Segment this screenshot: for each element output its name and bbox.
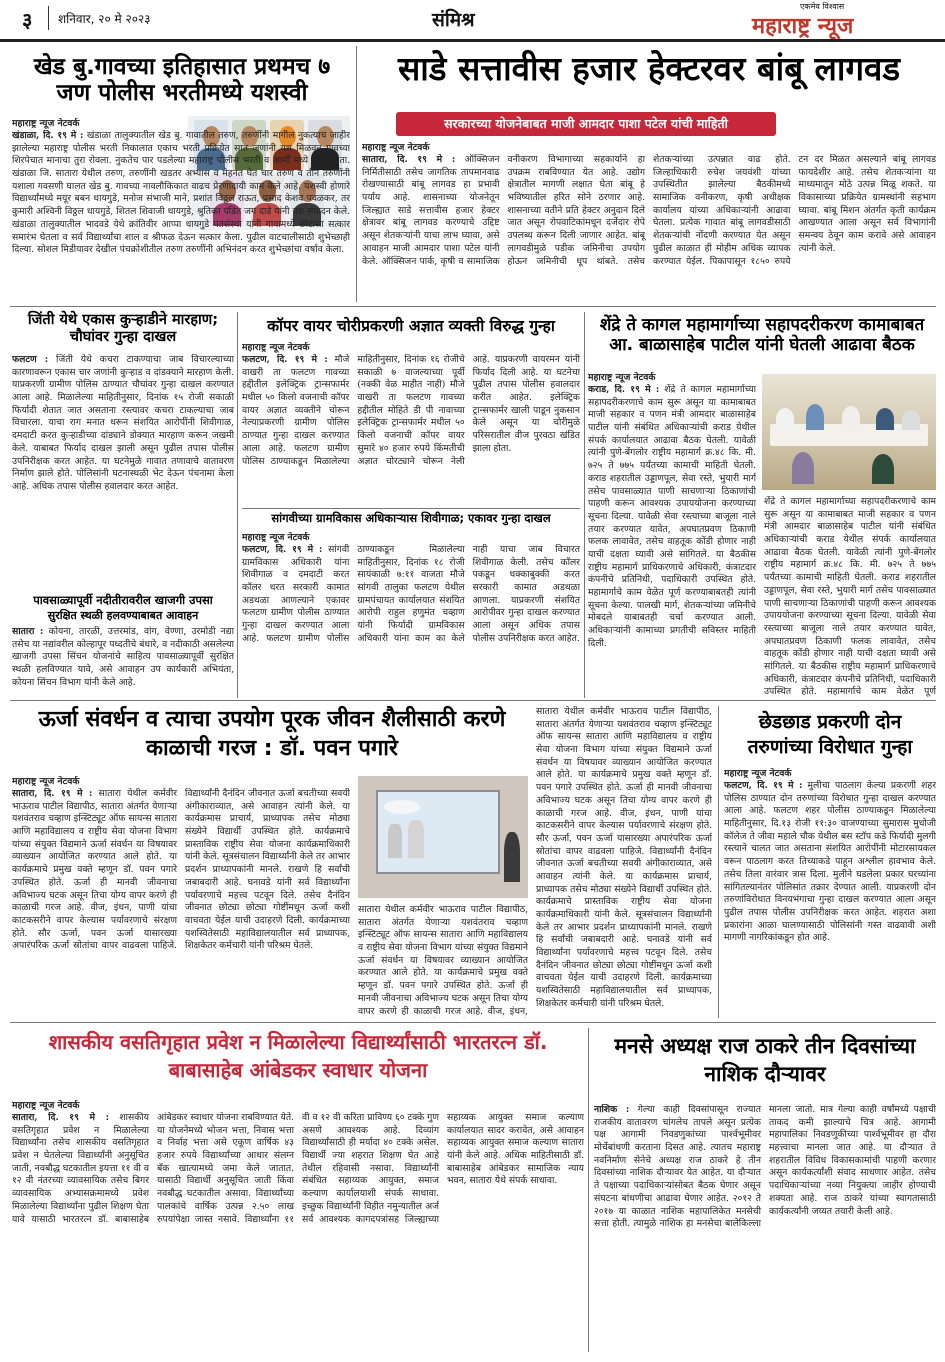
hostel-place: सातारा, दि. १९ मे : xyxy=(12,1112,110,1123)
story-hostel xyxy=(12,1028,584,1352)
column-rule xyxy=(588,1028,589,1352)
page-number: ३ xyxy=(22,8,33,32)
highway-body-right xyxy=(764,496,936,698)
hostel-headline: शासकीय वसतिगृहात प्रवेश न मिळालेल्या विद्यार्थ्यांसाठी भारतरत्न डॉ. बाबासाहेब आंबेडकर स्वाधार योजना xyxy=(48,1030,548,1082)
jinti-body xyxy=(12,354,234,588)
hostel-body xyxy=(12,1112,584,1352)
mns-body xyxy=(594,1104,936,1352)
harass-headline: छेडछाड प्रकरणी दोन तरुणांच्या विरोधात गुन्हा xyxy=(747,711,913,758)
harass-dateline: महाराष्ट्र न्यूज नेटवर्क xyxy=(724,768,792,779)
section-rule xyxy=(10,700,936,701)
khed-headline: खेड बु.गावच्या इतिहासात प्रथमच ७ जण पोलीस भरतीमध्ये यशस्वी xyxy=(33,54,331,107)
khed-text: खंडाळा तालुक्यातील खेड बु. गावातील तरुण, तरुणींनी मागील नुकत्याच जाहीर झालेल्या महाराष्ट्र पोलीस भरती निकालात एकाच भरती प्रक्रियेत सात जणांनी यश मिळवून गावच्या शिरपेचात मानाचा तुरा रोवला. नुकतेच पार पडलेल्या महाराष्ट्र पोलीस भरती व आर्मी मध्ये खेड बु. ता. खंडाळा जि. सातारा येथील तरुण, तरुणींनी खडतर अभ्यास व मेहनत घेत चार तरुण व तीन तरुणींनी यशाला गवसणी घालत खेड बु. गावच्या नावलौकिकात वाढच प्रेरणादायी काम केले आहे. यशस्वी होणारे विद्यार्थ्यांमध्ये मयूर बबन धायगुडे, मनोज संभाजी माने, प्रशांत विठ्ठल राऊत, प्रसाद केशव पवळकर, तर कुमारी अश्विनी विठ्ठल धायगुडे, शितल शिवाजी धायगुडे, श्रुतिका पंडित जग दाडे यांनी यश संपादन केले. खंडाळा तालुक्यातील भादवडे येथे क्रांतिवीर आप्पा धायगुडे पतसंस्था यांनी गावामध्ये छोटासा सत्कार समारंभ घेतला व सर्व विद्यार्थ्यांचा शाल व श्रीफळ देऊन सत्कार केला. पुढील वाटचालीसाठी शुभेच्छाही दिल्या. सोशल मिडीयावर देखील पंचक्रोशीतील तरुण तरुणींनी अभिनंदन करत शुभेच्छांचा वर्षाव केला. xyxy=(12,130,350,256)
khed-body xyxy=(12,130,350,302)
story-harass xyxy=(724,710,936,1018)
jinti-place: फलटण : xyxy=(12,354,49,365)
story-jinti xyxy=(12,312,234,588)
highway-meeting-photo xyxy=(762,374,936,490)
copper-headline: कॉपर वायर चोरीप्रकरणी अज्ञात व्यक्ती विरुद्ध गुन्हा xyxy=(267,317,555,335)
harass-place: फलटण, दि. १९ मे : xyxy=(724,780,803,791)
bamboo-headline: साडे सत्तावीस हजार हेक्टरवर बांबू लागवड xyxy=(397,49,901,88)
highway-headline: शेंद्रे ते कागल महामार्गाच्या सहापदरीकरण कामाबाबत आ. बाळासाहेब पाटील यांनी घेतली आढावा बैठक xyxy=(599,315,925,355)
jinti-headline: जिंती येथे एकास कुऱ्हाडीने मारहाण; चौघांवर गुन्हा दाखल xyxy=(27,312,219,345)
bamboo-subhead xyxy=(396,112,776,136)
copper-body xyxy=(242,354,580,504)
story-khed xyxy=(12,46,352,302)
sangavi-headline: सांगवीच्या ग्रामविकास अधिकाऱ्यास शिवीगाळ; एकावर गुन्हा दाखल xyxy=(271,511,551,525)
story-rule xyxy=(242,508,580,509)
copper-dateline: महाराष्ट्र न्यूज नेटवर्क xyxy=(242,342,310,353)
column-rule xyxy=(237,312,238,698)
harass-text: मुलीचा पाठलाग केल्या प्रकरणी शहर पोलिस ठाण्यात दोन तरुणांच्या विरोधात गुन्हा दाखल करण्यात आला आहे. फलटण शहर पोलीस ठाण्याकडून मिळालेल्या माहितीनुसार, दि.१३ रोजी ११:३० वाजण्याच्या सुमारास मुधोजी कॉलेज ते जीवा महाले चौक येथील बस स्टॉप कडे फिर्यादी मुलगी रस्त्याने चालत जात असताना संशयित आरोपींनी मोटारसायकल वरून पाठलाग करत तिच्याकडे पाहून अश्लील हावभाव केले. तसेच तिला वारंवार त्रास दिला. मुलीने घडलेला प्रकार घरच्यांना सांगितल्यानंतर पोलिसांत तक्रार देण्यात आली. याप्रकरणी दोन तरुणांविरोधात विनयभंगाचा गुन्हा दाखल करण्यात आला असून पुढील तपास पोलीस उपनिरीक्षक करत आहेत. शहरात अशा प्रकारांना आळा घालण्यासाठी पोलिसांनी गस्त वाढवावी अशी मागणी नागरिकांकडून होत आहे. xyxy=(724,780,936,944)
mns-headline: मनसे अध्यक्ष राज ठाकरे तीन दिवसांच्या नाशिक दौऱ्यावर xyxy=(614,1034,916,1087)
river-subhead: सुरक्षित स्थळी हलवण्याबाबत आवाहन xyxy=(47,609,199,622)
bamboo-dateline: महाराष्ट्र न्यूज नेटवर्क xyxy=(362,142,430,153)
sangavi-place: फलटण, दि. १९ मे : xyxy=(242,544,323,555)
river-place: सातारा : xyxy=(12,626,44,637)
harass-body xyxy=(724,780,936,1018)
column-rule xyxy=(356,46,357,302)
mns-place: नाशिक : xyxy=(594,1104,630,1115)
column-rule xyxy=(718,706,719,1018)
energy-text-cont2: सातारा येथील कर्मवीर भाऊराव पाटील विद्यापीठ, सातारा अंतर्गत येणाऱ्या यशवंतराव चव्हाण इन्स्टिट्यूट ऑफ सायन्स सातारा आणि महाविद्यालय व राष्ट्रीय सेवा योजना विभाग यांच्या संयुक्त विद्यमाने ऊर्जा संवर्धन या विषयावर व्याख्यान आयोजित करण्यात आले होते. या कार्यक्रमाचे प्रमुख वक्ते म्हणून डॉ. पवन पगारे उपस्थित होते. ऊर्जा ही मानवी जीवनाचा अविभाज्य घटक असून तिचा योग्य वापर करणे ही काळाची गरज आहे. वीज, इंधन, पाणी यांचा काटकसरीने वापर केल्यास पर्यावरणाचे संरक्षण होते. सौर ऊर्जा, पवन ऊर्जा यासारख्या अपारंपरिक ऊर्जा स्रोतांचा वापर वाढवला पाहिजे. विद्यार्थ्यांनी दैनंदिन जीवनात ऊर्जा बचतीच्या सवयी अंगीकाराव्यात, असे आवाहन त्यांनी केले. या कार्यक्रमास प्राचार्य, प्राध्यापक तसेच मोठ्या संख्येने विद्यार्थी उपस्थित होते. कार्यक्रमाचे प्रास्ताविक राष्ट्रीय सेवा योजना कार्यक्रमाधिकारी यांनी केले. सूत्रसंचालन विद्यार्थ्यांनी केले तर आभार प्रदर्शन प्राध्यापकांनी मानले. राखणे हि सर्वांची जबाबदारी आहे. घनावडे यांनी सर्व विद्यार्थ्यांना पर्यावरणाचे महत्त्व पटवून दिले. तसेच दैनंदिन जीवनात छोट्या छोट्या गोष्टींमधून ऊर्जा कशी वाचवता येईल याची उदाहरणे दिली. कार्यक्रमाच्या यशस्वितेसाठी महाविद्यालयातील सर्व प्राध्यापक, शिक्षकेतर कर्मचारी यांनी परिश्रम घेतले. xyxy=(536,706,712,1009)
bamboo-body xyxy=(362,154,936,302)
copper-text: मौजे वाखरी ता फलटण गावच्या हद्दीतील इलेक्ट्रिक ट्रान्सफार्मर मधील ५० किलो वजनाची कॉपर वायर अज्ञात व्यक्तीने चोरून नेल्याप्रकरणी ग्रामीण पोलिस ठाण्यात गुन्हा दाखल करण्यात आला आहे. फलटण ग्रामीण पोलिस ठाण्याकडून मिळालेल्या माहितीनुसार, दिनांक १६ रोजीचे सकाळी ७ वाजल्याच्या पूर्वी (नक्की वेळ माहीत नाही) मौजे वाखरी ता फलटण गावच्या हद्दीतील मोहिते डी पी नावाच्या इलेक्ट्रिक ट्रान्सफार्मर मधील ५० किलो वजनाची कॉपर वायर सुमारे ४० हजार रुपये किंमतीची अज्ञात चोरट्याने चोरून नेली आहे. याप्रकरणी वायरमन यांनी फिर्याद दिली आहे. या घटनेचा पुढील तपास पोलीस हवालदार करीत आहेत. इलेक्ट्रिक ट्रान्सफार्मर खाली पाडून नुकसान केले असून या चोरीमुळे परिसरातील वीज पुरवठा खंडित झाला होता. xyxy=(242,354,580,467)
khed-dateline: महाराष्ट्र न्यूज नेटवर्क xyxy=(12,118,80,129)
section-rule xyxy=(10,306,936,307)
highway-dateline: महाराष्ट्र न्यूज नेटवर्क xyxy=(588,372,656,383)
river-headline: पावसाळ्यापूर्वी नदीतीरावरील खाजगी उपसा xyxy=(33,593,213,607)
story-mns xyxy=(594,1032,936,1352)
sangavi-body xyxy=(242,544,580,698)
energy-text-cont: सातारा येथील कर्मवीर भाऊराव पाटील विद्यापीठ, सातारा अंतर्गत येणाऱ्या यशवंतराव चव्हाण इन्स्टिट्यूट ऑफ सायन्स सातारा आणि महाविद्यालय व राष्ट्रीय सेवा योजना विभाग यांच्या संयुक्त विद्यमाने ऊर्जा संवर्धन या विषयावर व्याख्यान आयोजित करण्यात आले होते. या कार्यक्रमाचे प्रमुख वक्ते म्हणून डॉ. पवन पगारे उपस्थित होते. ऊर्जा ही मानवी जीवनाचा अविभाज्य घटक असून तिचा योग्य वापर करणे ही काळाची गरज आहे. वीज, इंधन, xyxy=(358,904,528,1017)
brand-tagline: एकमेव विश्वास xyxy=(800,2,845,11)
column-rule xyxy=(584,312,585,698)
bamboo-subhead-text: सरकारच्या योजनेबाबत माजी आमदार पाशा पटेल यांची माहिती xyxy=(444,116,728,131)
bamboo-text: ऑक्सिजन निर्मितीसाठी तसेच जागतिक तापमानवाढ रोखण्यासाठी बांबू लागवड हा प्रभावी पर्याय आहे. शासनाच्या योजनेतून जिल्ह्यात साडे सत्तावीस हजार हेक्टर क्षेत्रावर बांबू लागवड करण्याचे उद्दिष्ट असून शेतकऱ्यांनी याचा लाभ घ्यावा, असे आवाहन माजी आमदार पाशा पटेल यांनी केले. ऑक्सिजन पार्क, कृषी व सामाजिक वनीकरण विभागाच्या सहकार्याने हा उपक्रम राबविण्यात येत आहे. उद्योग क्षेत्रातील मागणी लक्षात घेता बांबू हे भविष्यातील हरित सोने ठरणार आहे. शासनाच्या वतीने प्रति हेक्टर अनुदान दिले जात असून रोपवाटिकांमधून दर्जेदार रोपे उपलब्ध करून दिली जाणार आहेत. बांबू लागवडीमुळे पडीक जमिनीचा उपयोग होऊन जमिनीची धूप थांबते. तसेच शेतकऱ्यांच्या उत्पन्नात वाढ होते. जिल्हाधिकारी रुचेश जयवंशी यांच्या उपस्थितीत झालेल्या बैठकीमध्ये सामाजिक वनीकरण, कृषी अधीक्षक कार्यालय यांच्या अधिकाऱ्यांनी आढावा घेतला. प्रत्येक गावात बांबू लागवडीसाठी शेतकऱ्यांची नोंदणी करण्यात येत असून पुढील काळात ही मोहीम अधिक व्यापक करण्यात येईल. पिकापासून १८५० रुपये टन दर मिळत असल्याने बांबू लागवड फायदेशीर आहे. तसेच शेतकऱ्यांना या माध्यमातून मोठे उत्पन्न मिळू शकते. या विकासाच्या प्रक्रियेत ग्रामस्थांनी सहभाग घ्यावा. बांबू मिशन अंतर्गत कृती कार्यक्रम आखण्यात आला असून सर्व विभागांनी समन्वय ठेवून काम करावे असे आवाहन त्यांनी केले. xyxy=(362,154,936,267)
highway-body-left xyxy=(588,384,756,698)
copper-place: फलटण, दि. १९ मे : xyxy=(242,354,328,365)
story-highway xyxy=(588,316,936,698)
story-copper xyxy=(242,318,580,504)
energy-place: सातारा, दि. १९ मे : xyxy=(12,788,93,799)
mns-text: गेल्या काही दिवसांपासून राज्यात राजकीय वातावरण चांगलेच तापले असून प्रत्येक पक्ष आगामी निवडणुकांच्या पार्श्वभूमीवर मोर्चेबांधणी करताना दिसत आहे. त्यातच महाराष्ट्र नवनिर्माण सेनेचे अध्यक्ष राज ठाकरे हे तीन दिवसांच्या नाशिक दौऱ्यावर येत आहेत. या दौऱ्यात ते पक्षाच्या पदाधिकाऱ्यांसोबत बैठक घेणार असून संघटना बांधणीचा आढावा घेणार आहेत. २०१२ ते २०१७ या काळात नाशिक महापालिकेत मनसेची सत्ता होती. त्यामुळे नाशिक हा मनसेचा बालेकिल्ला मानला जातो. मात्र गेल्या काही वर्षांमध्ये पक्षाची ताकद कमी झाल्याचे चित्र आहे. आगामी महापालिका निवडणुकीच्या पार्श्वभूमीवर हा दौरा महत्त्वाचा मानला जात आहे. या दौऱ्यात ते शहरातील विविध विकासकामांची पाहणी करणार असून कार्यकर्त्यांशी संवाद साधणार आहेत. तसेच पदाधिकाऱ्यांच्या नव्या नियुक्त्या जाहीर होण्याची शक्यता आहे. राज ठाकरे यांच्या स्वागतासाठी कार्यकर्त्यांनी जय्यत तयारी केली आहे. xyxy=(594,1104,936,1230)
energy-lecture-photo xyxy=(358,776,528,898)
sangavi-dateline: महाराष्ट्र न्यूज नेटवर्क xyxy=(242,532,310,543)
story-sangavi xyxy=(242,512,580,698)
masthead xyxy=(0,0,945,44)
story-bamboo xyxy=(362,50,936,302)
jinti-text: जिंती येथे कचरा टाकण्याचा जाब विचारल्याच्या कारणावरून एकास चार जणांनी कुऱ्हाड व दांडक्याने मारहाण केली. याप्रकरणी ग्रामीण पोलिस ठाण्यात चौघांवर गुन्हा दाखल करण्यात आला आहे. मिळालेल्या माहितीनुसार, दिनांक १५ रोजी सकाळी फिर्यादी शेतात जात असताना रस्त्यावर कचरा टाकल्याचा जाब विचारला. याचा राग मनात धरून संशयित आरोपींनी शिवीगाळ, दमदाटी करत कुऱ्हाडीच्या दांड्याने डोक्यात मारहाण करून जखमी केले. याबाबत फिर्याद दाखल झाली असून पुढील तपास पोलीस उपनिरीक्षक करत आहेत. या घटनेमुळे गावात तणावाचे वातावरण निर्माण झाले होते. पोलिसांनी घटनास्थळी भेट देऊन पंचनामा केला आहे. अधिक तपास पोलीस हवालदार करत आहेत. xyxy=(12,354,234,492)
story-river xyxy=(12,594,234,698)
sangavi-text: सांगवी ग्रामविकास अधिकारी यांना शिवीगाळ व दमदाटी करत कॉलर धरत सरकारी कामात अडथळा आणल्याने एकावर फलटण ग्रामीण पोलीस ठाण्यात गुन्हा दाखल करण्यात आला आहे. फलटण ग्रामीण पोलीस ठाण्याकडून मिळालेल्या माहितीनुसार, दिनांक १८ रोजी सायंकाळी ७:११ वाजता मौजे सांगवी तालुका फलटण येथील ग्रामपंचायत कार्यालयात संशयित आरोपी राहुल हणुमंत चव्हाण यांनी फिर्यादी ग्रामविकास अधिकारी यांना काम का केले नाही याचा जाब विचारत शिवीगाळ केली. तसेच कॉलर पकडून धक्काबुक्की करत सरकारी कामात अडथळा आणला. याप्रकरणी संशयित आरोपीवर गुन्हा दाखल करण्यात आला असून अधिक तपास पोलीस उपनिरीक्षक करत आहेत. xyxy=(242,544,580,644)
energy-headline: ऊर्जा संवर्धन व त्याचा उपयोग पूरक जीवन शैलीसाठी करणे काळाची गरज : डॉ. पवन पगारे xyxy=(38,707,506,761)
highway-text-cont: शेंद्रे ते कागल महामार्गाच्या सहापदरीकरणाचे काम सुरू असून या कामाबाबत माजी सहकार व पणन मंत्री आमदार बाळासाहेब पाटील यांनी संबंधित अधिकाऱ्यांची कराड येथील संपर्क कार्यालयात आढावा बैठक घेतली. यावेळी त्यांनी पुणे-बेंगलोर राष्ट्रीय महामार्ग क्र.४८ कि. मी. ७२५ ते ७७५ पर्यंतच्या कामाची माहिती घेतली. कराड शहरातील उड्डाणपूल, सेवा रस्ते, भुयारी मार्ग तसेच पावसाळ्यात पाणी साचणाऱ्या ठिकाणांची पाहणी करून आवश्यक उपाययोजना करण्याच्या सूचना दिल्या. यावेळी सेवा रस्त्याच्या बाजूला नाले तयार करण्यात यावेत, अपघातप्रवण ठिकाणी फलक लावावेत, तसेच वाहतूक कोंडी होणार नाही याची दक्षता घ्यावी असे सांगितले. या बैठकीस राष्ट्रीय महामार्ग प्राधिकरणाचे अधिकारी, कंत्राटदार कंपनीचे प्रतिनिधी, पदाधिकारी उपस्थित होते. महामार्गाचे काम वेळेत पूर्ण xyxy=(764,496,936,698)
section-rule xyxy=(10,1022,936,1023)
river-text: कोयना, तारळी, उत्तरमांड, वांग, वेण्णा, उरमोडी नद्या तसेच या नद्यांवरील कोल्हापूर पध्दतीचे बंधारे, व नदीकाठी असलेल्या खाजगी उपसा सिंचन योजनांचे साहित्य पावसाळ्यापूर्वी सुरक्षित स्थळी हलविण्यात यावे, असे आवाहन उप कार्यकारी अभियंता, कोयना सिंचन विभाग यांनी केले आहे. xyxy=(12,626,234,688)
masthead-divider xyxy=(48,6,49,30)
hostel-text: शासकीय वसतिगृहात प्रवेश न मिळालेल्या विद्यार्थ्यांना तसेच शासकीय वसतिगृहात प्रवेश न घेतलेल्या विद्यार्थ्यांनी अनुसूचित जाती, नवबौद्ध घटकातील इयत्ता ११ वी व १२ वी नंतरच्या व्यावसायिक तसेच बिगर व्यावसायिक अभ्यासक्रमामध्ये प्रवेश मिळालेल्या विद्यार्थ्यांना पुढील शिक्षण घेता यावे यासाठी भारतरत्न डॉ. बाबासाहेब आंबेडकर स्वाधार योजना राबविण्यात येते. या योजनेमध्ये भोजन भत्ता, निवास भत्ता व निर्वाह भत्ता असे एकूण वार्षिक ४३ हजार रुपये विद्यार्थ्यांच्या आधार संलग्न बँक खात्यामध्ये जमा केले जातात. यासाठी विद्यार्थी अनुसूचित जाती किंवा नवबौद्ध घटकातील असावा. विद्यार्थ्यांच्या पालकांचे वार्षिक उत्पन्न २.५० लाख रुपयांपेक्षा जास्त नसावे. विद्यार्थ्यांना ११ वी व १२ वी करिता प्राविण्य ६० टक्के गुण असणे आवश्यक आहे. दिव्यांग विद्यार्थ्यांसाठी ही मर्यादा ४० टक्के असेल. विद्यार्थी ज्या शहरात शिक्षण घेत आहे तेथील रहिवासी नसावा. विद्यार्थ्यांनी संबंधित सहाय्यक आयुक्त, समाज कल्याण कार्यालयाशी संपर्क साधावा. इच्छुक विद्यार्थ्यांनी विहीत नमुन्यातील अर्ज सर्व आवश्यक कागदपत्रांसह जिल्ह्याच्या सहाय्यक आयुक्त समाज कल्याण कार्यालयात सादर करावेत, असे आवाहन सहाय्यक आयुक्त समाज कल्याण सातारा यांनी केले आहे. अधिक माहितीसाठी डॉ. बाबासाहेब आंबेडकर सामाजिक न्याय भवन, सातारा येथे संपर्क साधावा. xyxy=(12,1112,584,1225)
energy-text: सातारा येथील कर्मवीर भाऊराव पाटील विद्यापीठ, सातारा अंतर्गत येणाऱ्या यशवंतराव चव्हाण इन्स्टिट्यूट ऑफ सायन्स सातारा आणि महाविद्यालय व राष्ट्रीय सेवा योजना विभाग यांच्या संयुक्त विद्यमाने ऊर्जा संवर्धन या विषयावर व्याख्यान आयोजित करण्यात आले होते. या कार्यक्रमाचे प्रमुख वक्ते म्हणून डॉ. पवन पगारे उपस्थित होते. ऊर्जा ही मानवी जीवनाचा अविभाज्य घटक असून तिचा योग्य वापर करणे ही काळाची गरज आहे. वीज, इंधन, पाणी यांचा काटकसरीने वापर केल्यास पर्यावरणाचे संरक्षण होते. सौर ऊर्जा, पवन ऊर्जा यासारख्या अपारंपरिक ऊर्जा स्रोतांचा वापर वाढवला पाहिजे. विद्यार्थ्यांनी दैनंदिन जीवनात ऊर्जा बचतीच्या सवयी अंगीकाराव्यात, असे आवाहन त्यांनी केले. या कार्यक्रमास प्राचार्य, प्राध्यापक तसेच मोठ्या संख्येने विद्यार्थी उपस्थित होते. कार्यक्रमाचे प्रास्ताविक राष्ट्रीय सेवा योजना कार्यक्रमाधिकारी यांनी केले. सूत्रसंचालन विद्यार्थ्यांनी केले तर आभार प्रदर्शन प्राध्यापकांनी मानले. राखणे हि सर्वांची जबाबदारी आहे. घनावडे यांनी सर्व विद्यार्थ्यांना पर्यावरणाचे महत्त्व पटवून दिले. तसेच दैनंदिन जीवनात छोट्या छोट्या गोष्टींमधून ऊर्जा कशी वाचवता येईल याची उदाहरणे दिली. कार्यक्रमाच्या यशस्वितेसाठी महाविद्यालयातील सर्व प्राध्यापक, शिक्षकेतर कर्मचारी यांनी परिश्रम घेतले. xyxy=(12,788,350,952)
energy-body-right xyxy=(536,706,712,1018)
energy-dateline: महाराष्ट्र न्यूज नेटवर्क xyxy=(12,776,80,787)
energy-body-under-photo xyxy=(358,904,528,1018)
bamboo-place: सातारा, दि. १९ मे : xyxy=(362,154,456,165)
river-body xyxy=(12,626,234,698)
highway-text: शेंद्रे ते कागल महामार्गाच्या सहापदरीकरणाचे काम सुरू असून या कामाबाबत माजी सहकार व पणन मंत्री आमदार बाळासाहेब पाटील यांनी संबंधित अधिकाऱ्यांची कराड येथील संपर्क कार्यालयात आढावा बैठक घेतली. यावेळी त्यांनी पुणे-बेंगलोर राष्ट्रीय महामार्ग क्र.४८ कि. मी. ७२५ ते ७७५ पर्यंतच्या कामाची माहिती घेतली. कराड शहरातील उड्डाणपूल, सेवा रस्ते, भुयारी मार्ग तसेच पावसाळ्यात पाणी साचणाऱ्या ठिकाणांची पाहणी करून आवश्यक उपाययोजना करण्याच्या सूचना दिल्या. यावेळी सेवा रस्त्याच्या बाजूला नाले तयार करण्यात यावेत, अपघातप्रवण ठिकाणी फलक लावावेत, तसेच वाहतूक कोंडी होणार नाही याची दक्षता घ्यावी असे सांगितले. या बैठकीस राष्ट्रीय महामार्ग प्राधिकरणाचे अधिकारी, कंत्राटदार कंपनीचे प्रतिनिधी, पदाधिकारी उपस्थित होते. महामार्गाचे काम वेळेत पूर्ण करण्याबाबतही त्यांनी सूचना केल्या. पालखी मार्ग, शेतकऱ्यांच्या जमिनीचे मोबदले याबाबतही चर्चा करण्यात आली. अधिकाऱ्यांनी कामाच्या प्रगतीची सविस्तर माहिती दिली. xyxy=(588,384,756,649)
issue-date: शनिवार, २० मे २०२३ xyxy=(58,12,151,26)
hostel-dateline: महाराष्ट्र न्यूज नेटवर्क xyxy=(12,1100,80,1111)
story-energy xyxy=(12,706,712,1018)
khed-place: खंडाळा, दि. १९ मे : xyxy=(12,130,84,141)
energy-body-left xyxy=(12,788,350,1018)
masthead-rule xyxy=(0,39,945,42)
section-name: संमिश्र xyxy=(432,9,475,31)
brand-logo: महाराष्ट्र न्यूज xyxy=(752,14,854,39)
highway-place: कराड, दि. १९ मे : xyxy=(588,384,660,395)
